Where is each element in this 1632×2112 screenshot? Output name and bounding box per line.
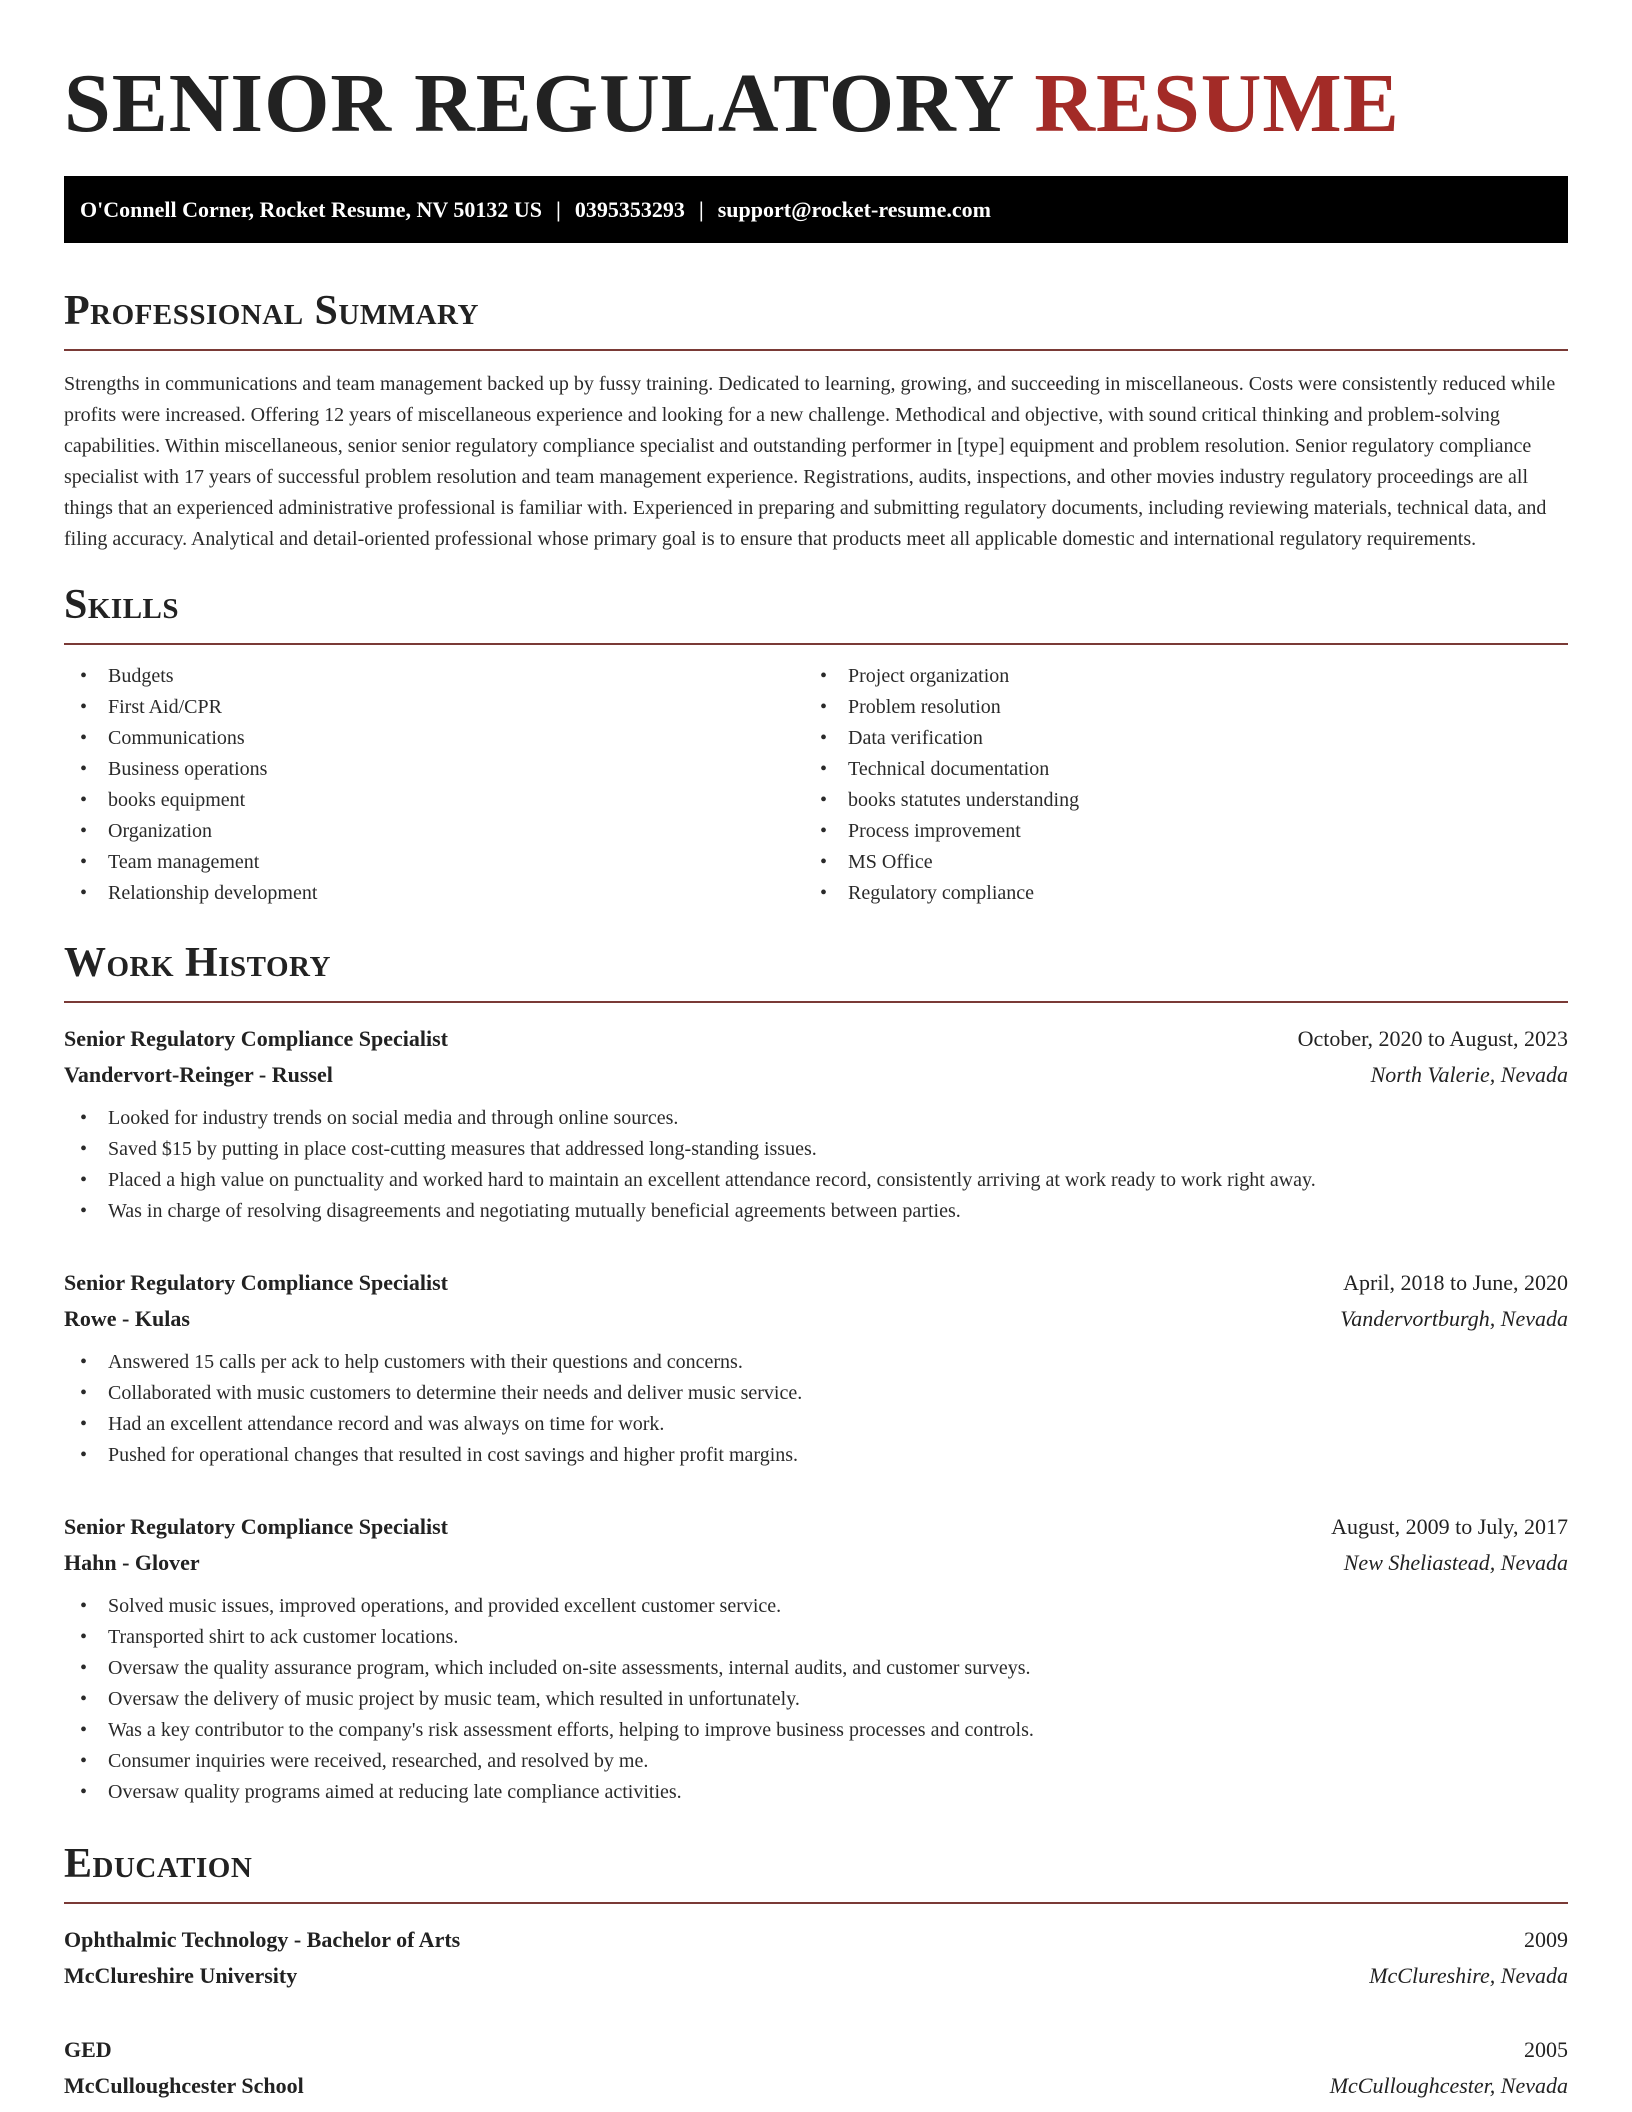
job-bullet: • Oversaw the delivery of music project by music team, which resulted in unfortunately.	[64, 1684, 1568, 1715]
skill-item: • Problem resolution	[804, 692, 1544, 723]
education-degree: Ophthalmic Technology - Bachelor of Arts	[64, 1927, 461, 1952]
skills-list	[64, 661, 1568, 909]
job-bullet: • Collaborated with music customers to determine their needs and deliver music service.	[64, 1378, 1568, 1409]
job-company-row	[64, 1057, 1568, 1093]
resume-page	[64, 0, 1568, 2104]
education-degree-row	[64, 1922, 1568, 1958]
skill-item: • Data verification	[804, 723, 1544, 754]
job-bullet: • Oversaw the quality assurance program, which included on-site assessments, internal audits, and customer surveys.	[64, 1653, 1568, 1684]
job-bullet: • Was in charge of resolving disagreements and negotiating mutually beneficial agreements between parties.	[64, 1196, 1568, 1227]
job-location: New Sheliastead, Nevada	[1343, 1550, 1568, 1575]
job-bullet: • Answered 15 calls per ack to help customers with their questions and concerns.	[64, 1347, 1568, 1378]
contact-address: O'Connell Corner, Rocket Resume, NV 50132 US	[80, 197, 542, 222]
skill-item: • books statutes understanding	[804, 785, 1544, 816]
skill-item: • Budgets	[64, 661, 804, 692]
skill-item: • Team management	[64, 847, 804, 878]
education-school-row	[64, 1958, 1568, 1994]
job-title: Senior Regulatory Compliance Specialist	[64, 1270, 448, 1295]
skill-item: • Relationship development	[64, 878, 804, 909]
job-title: Senior Regulatory Compliance Specialist	[64, 1514, 448, 1539]
job-header-row	[64, 1021, 1568, 1057]
job-entry	[64, 1265, 1568, 1471]
job-company: Hahn - Glover	[64, 1550, 200, 1575]
job-company: Vandervort-Reinger - Russel	[64, 1062, 333, 1087]
job-dates: April, 2018 to June, 2020	[1343, 1270, 1568, 1295]
job-title: Senior Regulatory Compliance Specialist	[64, 1026, 448, 1051]
job-bullets	[64, 1347, 1568, 1471]
job-bullet: • Looked for industry trends on social media and through online sources.	[64, 1103, 1568, 1134]
contact-separator: |	[556, 197, 561, 222]
professional-summary-heading: Professional Summary	[64, 287, 1568, 351]
job-entry	[64, 1509, 1568, 1808]
skills-heading: Skills	[64, 581, 1568, 645]
job-entry	[64, 1021, 1568, 1227]
skills-column-right	[804, 661, 1544, 909]
contact-email: support@rocket-resume.com	[717, 197, 991, 222]
job-company-row	[64, 1301, 1568, 1337]
education-school: McClureshire University	[64, 1963, 298, 1988]
education-school-row	[64, 2068, 1568, 2104]
education-spacer	[64, 1994, 1568, 2014]
contact-bar	[64, 176, 1568, 243]
job-dates: October, 2020 to August, 2023	[1297, 1026, 1568, 1051]
job-bullet: • Saved $15 by putting in place cost-cutting measures that addressed long-standing issues.	[64, 1134, 1568, 1165]
professional-summary-text: Strengths in communications and team management backed up by fussy training. Dedicated to learning, growing, and succeeding in miscellaneous. Costs were consistently reduced while profits were increased. Offering 12 years of miscellaneous experience and looking for a new challenge. Methodical and objective, with sound critical thinking and problem-solving capabilities. Within miscellaneous, senior senior regulatory compliance specialist and outstanding performer in [type] equipment and problem resolution. Senior regulatory compliance specialist with 17 years of successful problem resolution and team management experience. Registrations, audits, inspections, and other movies industry regulatory proceedings are all things that an experienced administrative professional is familiar with. Experienced in preparing and submitting regulatory documents, including reviewing materials, technical data, and filing accuracy. Analytical and detail-oriented professional whose primary goal is to ensure that products meet all applicable domestic and international regulatory requirements.	[64, 373, 1556, 550]
job-header-row	[64, 1265, 1568, 1301]
skill-item: • books equipment	[64, 785, 804, 816]
education-location: McCulloughcester, Nevada	[1329, 2073, 1568, 2098]
skill-item: • MS Office	[804, 847, 1544, 878]
education-degree: GED	[64, 2037, 112, 2062]
skill-item: • Organization	[64, 816, 804, 847]
job-bullet: • Placed a high value on punctuality and worked hard to maintain an excellent attendance record, consistently arriving at work ready to work right away.	[64, 1165, 1568, 1196]
skill-item: • Technical documentation	[804, 754, 1544, 785]
education-location: McClureshire, Nevada	[1369, 1963, 1568, 1988]
job-company: Rowe - Kulas	[64, 1306, 190, 1331]
skill-item: • Project organization	[804, 661, 1544, 692]
job-bullet: • Transported shirt to ack customer locations.	[64, 1622, 1568, 1653]
job-bullet: • Was a key contributor to the company's risk assessment efforts, helping to improve business processes and controls.	[64, 1715, 1568, 1746]
skill-item: • Communications	[64, 723, 804, 754]
education-school: McCulloughcester School	[64, 2073, 304, 2098]
resume-title	[64, 58, 1568, 150]
skill-item: • Business operations	[64, 754, 804, 785]
education-heading: Education	[64, 1840, 1568, 1904]
skill-item: • Regulatory compliance	[804, 878, 1544, 909]
skills-column-left	[64, 661, 804, 909]
job-location: North Valerie, Nevada	[1370, 1062, 1568, 1087]
education-entry	[64, 1922, 1568, 1994]
job-header-row	[64, 1509, 1568, 1545]
contact-separator: |	[698, 197, 704, 222]
job-bullet: • Oversaw quality programs aimed at reducing late compliance activities.	[64, 1777, 1568, 1808]
work-history-heading: Work History	[64, 939, 1568, 1003]
job-bullet: • Had an excellent attendance record and was always on time for work.	[64, 1409, 1568, 1440]
job-bullet: • Solved music issues, improved operations, and provided excellent customer service.	[64, 1591, 1568, 1622]
job-company-row	[64, 1545, 1568, 1581]
title-main: SENIOR REGULATORY	[64, 57, 1013, 150]
job-bullets	[64, 1103, 1568, 1227]
education-year: 2005	[1524, 2037, 1568, 2062]
education-year: 2009	[1524, 1927, 1568, 1952]
skill-item: • First Aid/CPR	[64, 692, 804, 723]
job-bullet: • Pushed for operational changes that resulted in cost savings and higher profit margins.	[64, 1440, 1568, 1471]
contact-phone: 0395353293	[574, 197, 685, 222]
education-entry	[64, 2032, 1568, 2104]
job-bullet: • Consumer inquiries were received, researched, and resolved by me.	[64, 1746, 1568, 1777]
skill-item: • Process improvement	[804, 816, 1544, 847]
title-accent: RESUME	[1034, 57, 1400, 150]
job-dates: August, 2009 to July, 2017	[1331, 1514, 1568, 1539]
job-location: Vandervortburgh, Nevada	[1340, 1306, 1568, 1331]
education-degree-row	[64, 2032, 1568, 2068]
job-bullets	[64, 1591, 1568, 1808]
